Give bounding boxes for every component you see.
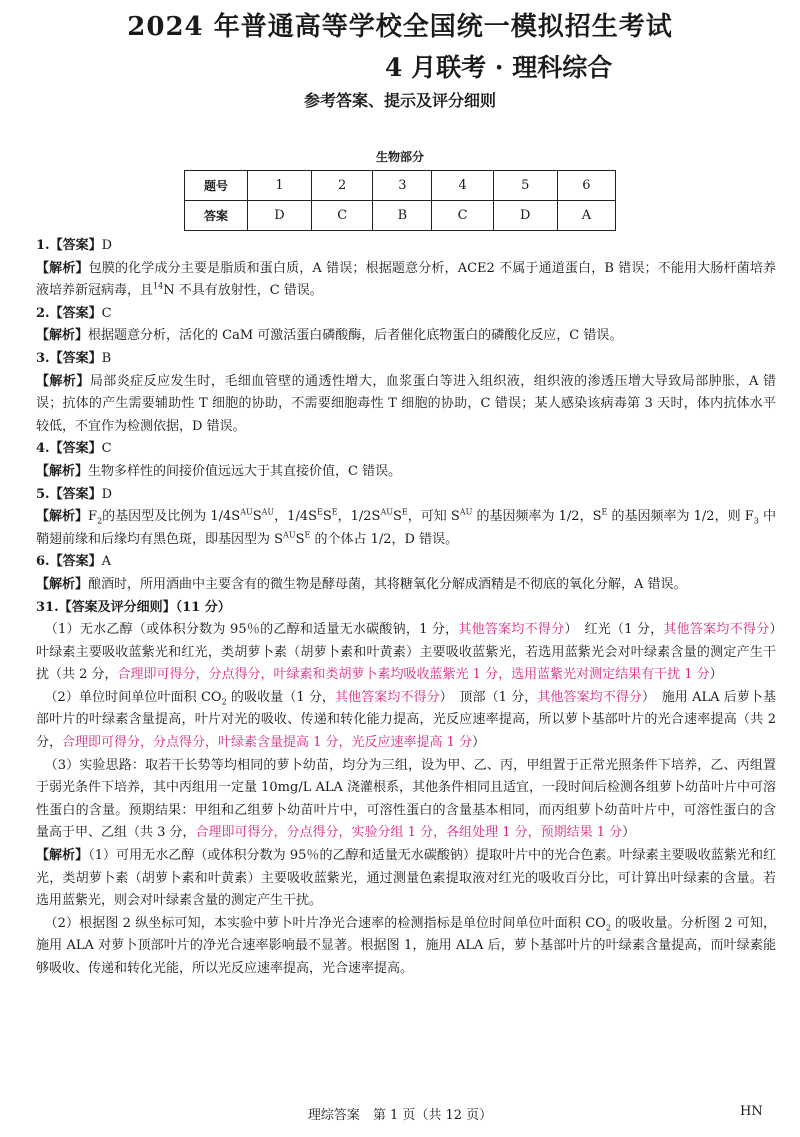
question-number-row bbox=[185, 171, 616, 201]
q31-part1: （1）无水乙醇（或体积分数为 95％的乙醇和适量无水碳酸钠，1 分，其他答案均不得分） 红光（1 分，其他答案均不得分） 叶绿素主要吸收蓝紫光和红光，类胡萝卜素（胡萝卜素和叶黄素）主要吸收蓝紫光，若选用蓝紫光会对叶绿素含量的测定产生干扰（共 2 分，合理即可得分，分点得分，叶绿素和类胡萝卜素均吸收蓝紫光 1 分，选用蓝紫光对测定结果有干扰 1 分） bbox=[36, 622, 789, 683]
q31-number: 31. bbox=[36, 599, 59, 615]
section-title: 生物部分 bbox=[375, 150, 424, 164]
q31-explanation-1: 【解析】（1）可用无水乙醇（或体积分数为 95％的乙醇和适量无水碳酸钠）提取叶片中的光合色素。叶绿素主要吸收蓝紫光和红光，类胡萝卜素（胡萝卜素和叶黄素）主要吸收蓝紫光，通过测量色素提取液对红光的吸收百分比，可计算出叶绿素的含量。若选用蓝紫光，则会对叶绿素含量的测定产生干扰。 bbox=[36, 848, 776, 909]
answer-cell: D bbox=[248, 201, 312, 231]
q2-answer bbox=[36, 303, 776, 326]
answer-label-cell: 答案 bbox=[185, 201, 248, 231]
answer-table bbox=[184, 170, 616, 231]
answer-label: 【答案】 bbox=[49, 305, 102, 321]
q6-answer bbox=[36, 551, 776, 574]
q5-number: 5. bbox=[36, 486, 50, 502]
q2-explanation: 【解析】根据题意分析，活化的 CaM 可激活蛋白磷酸酶，后者催化底物蛋白的磷酸化反应，C 错误。 bbox=[36, 328, 623, 344]
answer-cell: C bbox=[312, 201, 373, 231]
q2-answer-value: C bbox=[101, 305, 112, 321]
q6-number: 6. bbox=[36, 554, 50, 570]
question-cell: 5 bbox=[493, 171, 557, 201]
grading-note: 合理即可得分，分点得分，实验分组 1 分，各组处理 1 分，预期结果 1 分 bbox=[195, 825, 623, 841]
question-cell: 4 bbox=[432, 171, 493, 201]
q2-number: 2. bbox=[36, 305, 50, 321]
q1-number: 1. bbox=[36, 238, 50, 253]
answer-cell: A bbox=[557, 201, 615, 231]
doc-type-heading: 参考答案、提示及评分细则 bbox=[303, 91, 496, 110]
q1-answer bbox=[36, 235, 776, 258]
answer-criteria-label: 【答案及评分细则】 bbox=[58, 599, 176, 615]
q31-part3: （3）实验思路：取若干长势等均相同的萝卜幼苗，均分为三组，设为甲、乙、丙，甲组置于正常光照条件下培养，乙、丙组置于弱光条件下培养，其中丙组用一定量 10mg/L ALA 浇灌根系，其他条件相同且适宜，一段时间后检测各组萝卜幼苗叶片中可溶性蛋白的含量。预期结果：甲组和乙组萝卜幼苗叶片中，可溶性蛋白的含量基本相同，而丙组萝卜幼苗叶片中，可溶性蛋白的含量高于甲、乙组（共 3 分，合理即可得分，分点得分，实验分组 1 分，各组处理 1 分，预期结果 1 分） bbox=[36, 757, 777, 841]
grading-note: 其他答案均不得分 bbox=[663, 622, 770, 638]
q31-part2: （2）单位时间单位叶面积 $CO_2$ 的吸收量（1 分，其他答案均不得分） 顶部（1 分，其他答案均不得分） 施用 ALA 后萝卜基部叶片的叶绿素含量提高，叶片对光的吸收、传递和转化能力提高，光反应速率提高，所以萝卜基部叶片的光合速率提高（共 2 分，合理即可得分，分点得分，叶绿素含量提高 1 分，光反应速率提高 1 分） bbox=[36, 689, 776, 751]
grading-note: 其他答案均不得分 bbox=[537, 689, 643, 705]
q4-answer bbox=[36, 438, 776, 461]
answer-label: 【答案】 bbox=[49, 238, 102, 253]
explanation-label: 【解析】 bbox=[36, 576, 89, 592]
answer-label: 【答案】 bbox=[49, 486, 102, 502]
explanation-label: 【解析】 bbox=[36, 260, 89, 276]
q1-answer-value: D bbox=[101, 238, 113, 253]
explanation-label: 【解析】 bbox=[36, 848, 89, 864]
q5-answer-value: D bbox=[101, 486, 113, 502]
q31-heading bbox=[36, 597, 776, 620]
question-label-cell: 题号 bbox=[185, 171, 248, 201]
explanation-label: 【解析】 bbox=[36, 373, 90, 389]
question-cell: 6 bbox=[557, 171, 615, 201]
exam-subtitle: 4 月联考 · 理科综合 bbox=[385, 53, 613, 82]
q3-answer-value: B bbox=[101, 350, 112, 366]
answer-label: 【答案】 bbox=[49, 441, 102, 457]
answer-cell: C bbox=[432, 201, 493, 231]
region-code: HN bbox=[740, 1104, 763, 1119]
question-cell: 3 bbox=[373, 171, 432, 201]
answer-label: 【答案】 bbox=[49, 350, 102, 366]
q31-explanation-2: （2）根据图 2 纵坐标可知，本实验中萝卜叶片净光合速率的检测指标是单位时间单位叶面积 $CO_2$ 的吸收量。分析图 2 可知，施用 ALA 对萝卜顶部叶片的净光合速率影响最不显著。根据图 1，施用 ALA 后，萝卜基部叶片的叶绿素含量提高，而叶绿素能够吸收、传递和转化光能，所以光反应速率提高，光合速率提高。 bbox=[36, 915, 777, 976]
answer-cell: D bbox=[493, 201, 557, 231]
q4-answer-value: C bbox=[101, 441, 112, 457]
answer-label: 【答案】 bbox=[49, 554, 102, 570]
solutions-body bbox=[36, 235, 789, 981]
grading-note: 其他答案均不得分 bbox=[458, 622, 565, 638]
explanation-label: 【解析】 bbox=[36, 328, 89, 344]
q31-score: （11 分） bbox=[175, 599, 231, 615]
explanation-label: 【解析】 bbox=[36, 509, 89, 525]
q3-number: 3. bbox=[36, 350, 50, 366]
q4-explanation: 【解析】生物多样性的间接价值远远大于其直接价值，C 错误。 bbox=[36, 463, 402, 479]
q1-explanation: 【解析】包膜的化学成分主要是脂质和蛋白质，A 错误；根据题意分析，ACE2 不属于通道蛋白，B 错误；不能用大肠杆菌培养液培养新冠病毒，且$^{14}$N 不具有放射性，C 错误。 bbox=[36, 260, 776, 299]
answer-row bbox=[185, 201, 616, 231]
grading-note: 合理即可得分，分点得分，叶绿素和类胡萝卜素均吸收蓝紫光 1 分，选用蓝紫光对测定结果有干扰 1 分 bbox=[117, 667, 710, 683]
q3-answer bbox=[36, 348, 776, 371]
page-footer: 理综答案 第 1 页（共 12 页） bbox=[307, 1108, 493, 1123]
question-cell: 2 bbox=[312, 171, 373, 201]
exam-title: 2024 年普通高等学校全国统一模拟招生考试 bbox=[127, 12, 673, 42]
explanation-label: 【解析】 bbox=[36, 463, 89, 479]
grading-note: 其他答案均不得分 bbox=[335, 689, 440, 705]
answer-cell: B bbox=[373, 201, 432, 231]
q5-answer bbox=[36, 484, 776, 507]
q6-answer-value: A bbox=[101, 554, 111, 570]
grading-note: 合理即可得分，分点得分，叶绿素含量提高 1 分，光反应速率提高 1 分 bbox=[62, 735, 473, 751]
q4-number: 4. bbox=[36, 441, 50, 457]
question-cell: 1 bbox=[248, 171, 312, 201]
q3-explanation: 【解析】局部炎症反应发生时，毛细血管壁的通透性增大，血浆蛋白等进入组织液，组织液的渗透压增大导致局部肿胀，A 错误；抗体的产生需要辅助性 T 细胞的协助，不需要细胞毒性 T 细胞的协助，C 错误；某人感染该病毒第 3 天时，体内抗体水平较低，不宜作为检测依据，D 错误。 bbox=[36, 373, 776, 434]
q6-explanation: 【解析】酿酒时，所用酒曲中主要含有的微生物是酵母菌，其将糖氧化分解成酒精是不彻底的氧化分解，A 错误。 bbox=[36, 576, 687, 592]
q5-explanation: 【解析】$F_2$的基因型及比例为 $1/4S^{AU}S^{AU}$，$1/4S^ES^E$，$1/2S^{AU}S^E$，可知 $S^{AU}$ 的基因频率为 1/2，$S^E$ 的基因频率为 1/2，则 $F_3$ 中鞘翅前缘和后缘均有黑色斑，即基因型为 $S^{AU}S^E$ 的个体占 1/2，D 错误。 bbox=[36, 507, 776, 547]
